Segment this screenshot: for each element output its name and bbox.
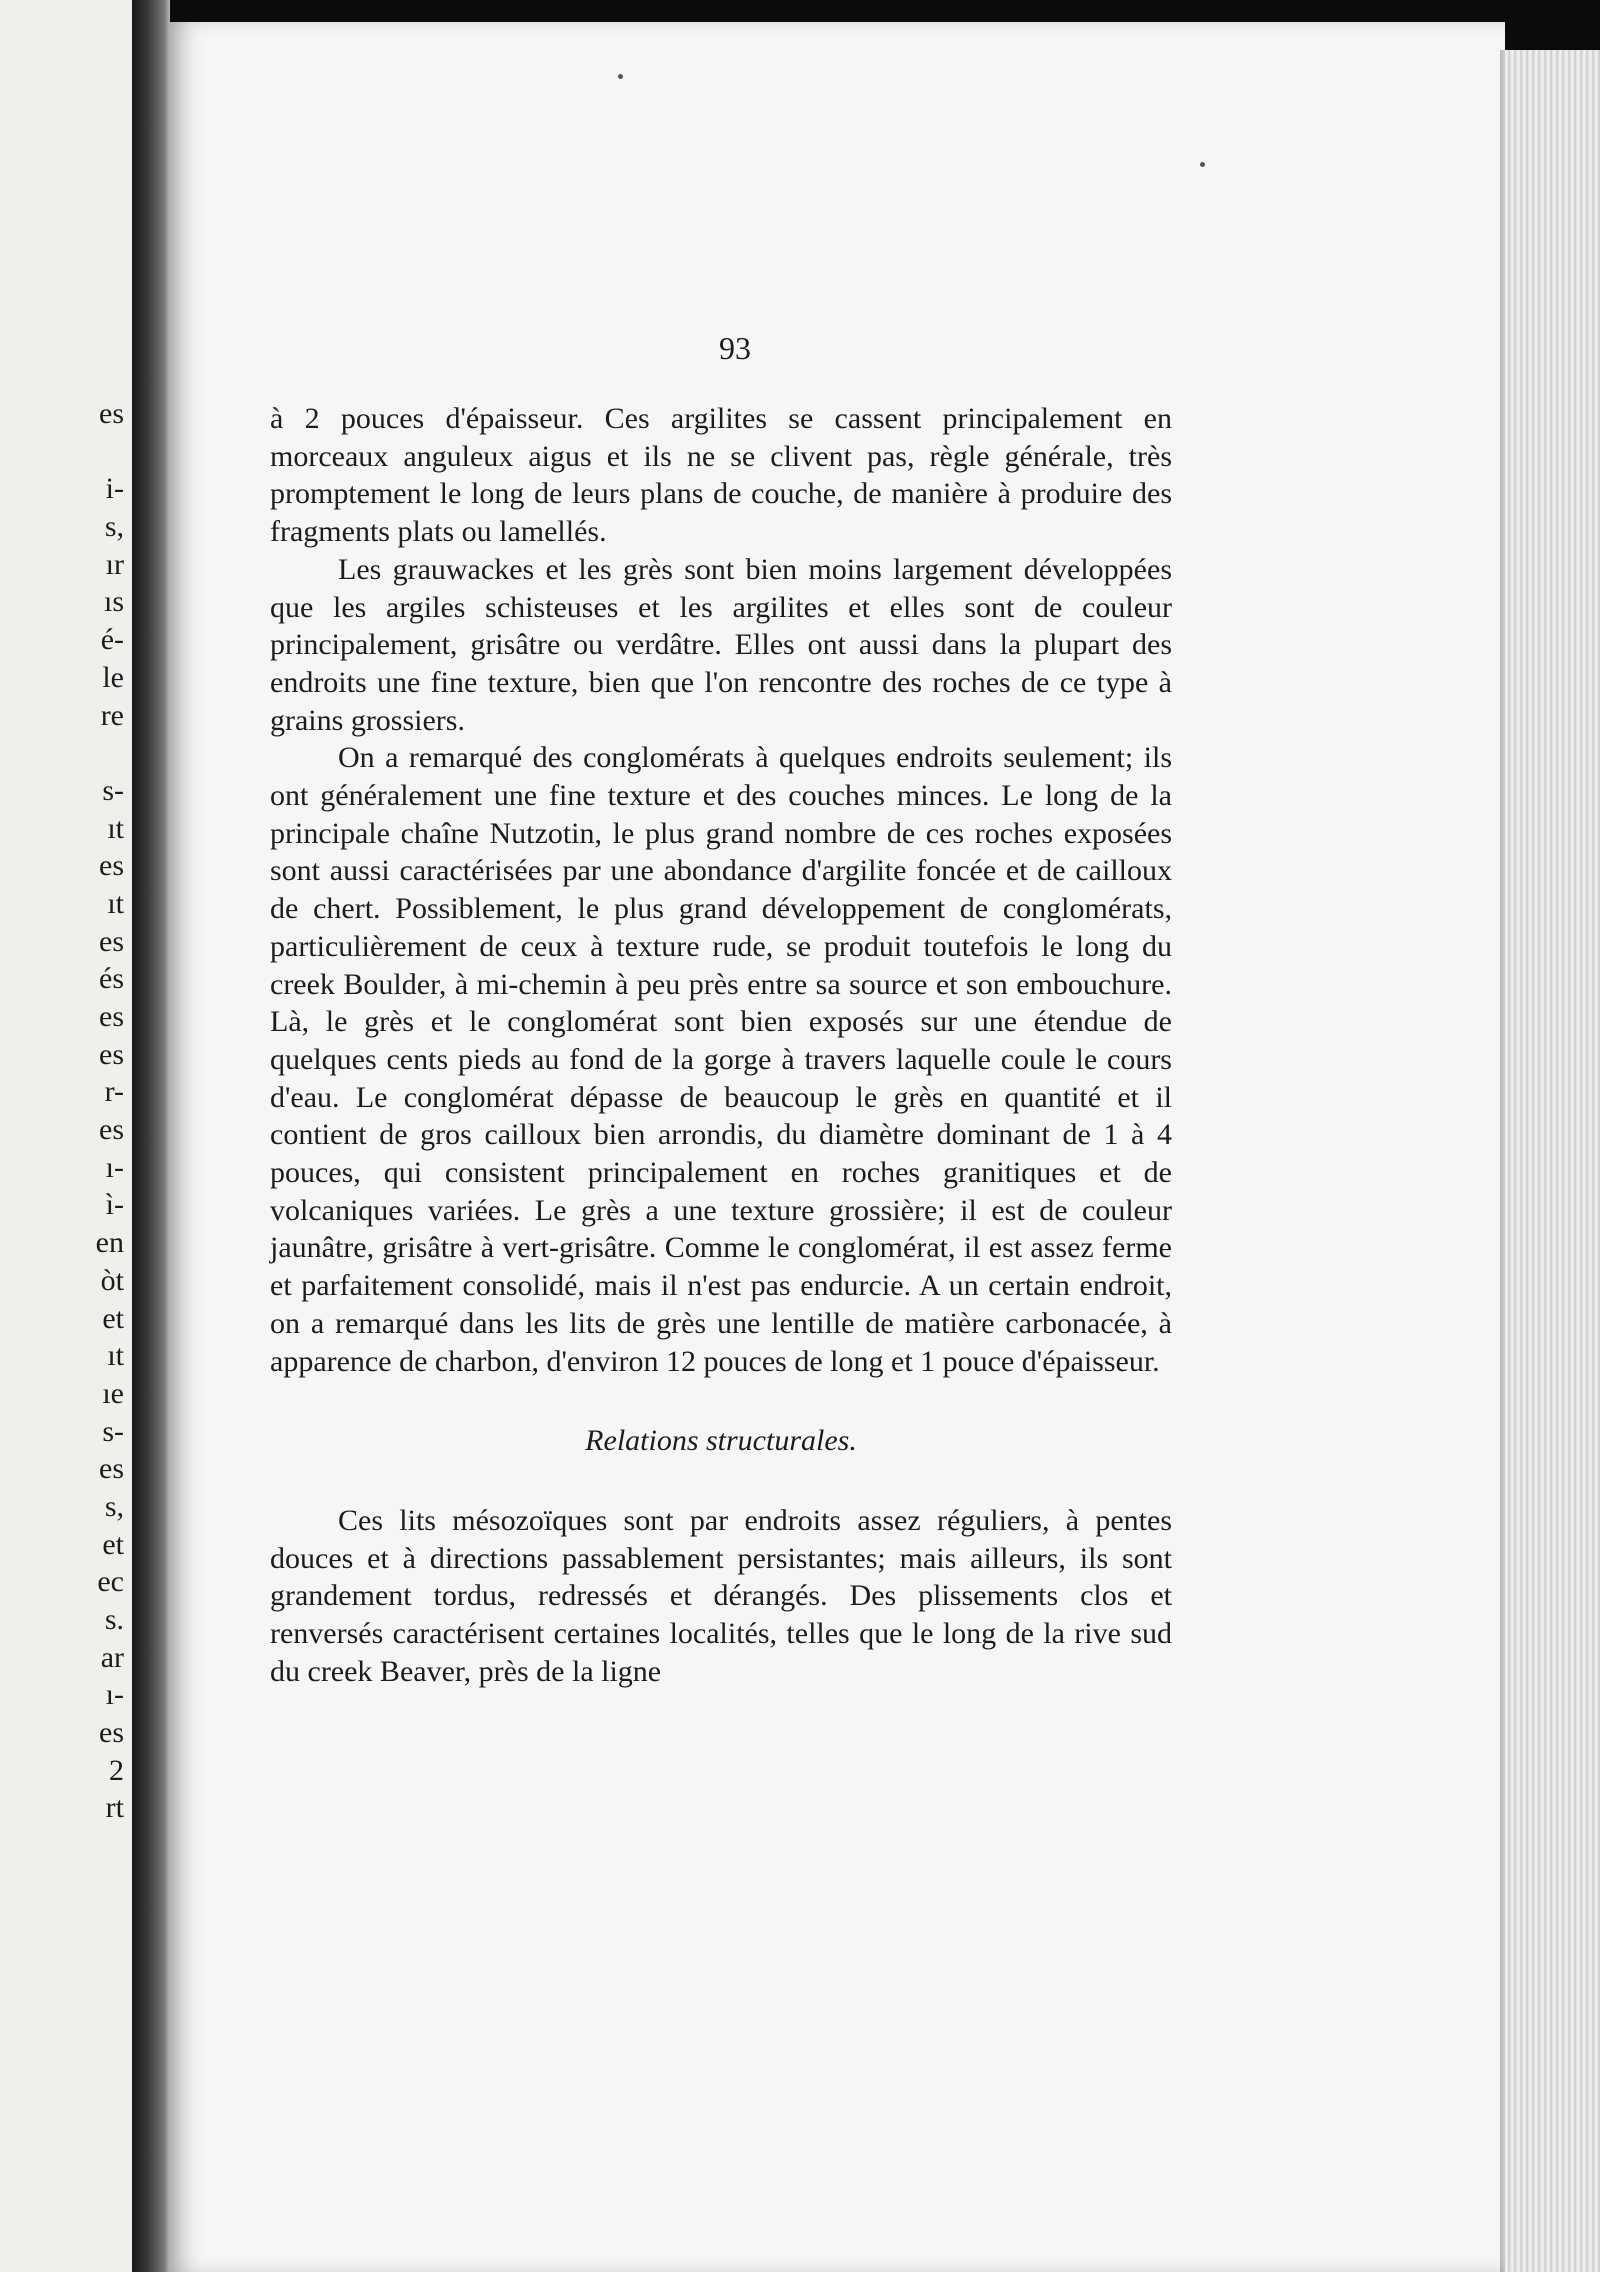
facing-page-line-fragment: ıt — [107, 1339, 124, 1373]
paragraph: Les grauwackes et les grès sont bien moins largement développées que les argiles schisteuses et les argilites et elles sont de couleur principalement, grisâtre ou verdâtre. Elles ont aussi dans la plupart des endroits une fine texture, bien que l'on rencontre des roches de ce type à grains grossiers. — [270, 552, 1172, 737]
facing-page-line-fragment: re — [100, 698, 124, 732]
facing-page-line-fragment: s. — [104, 1603, 124, 1636]
facing-page-line-fragment: s- — [102, 773, 124, 807]
facing-page-line-fragment: òt — [100, 1263, 124, 1297]
paragraph: à 2 pouces d'épaisseur. Ces argilites se cassent principalement en morceaux anguleux aigus et ils ne se clivent pas, règle générale, très promptement le long de leurs plans de couche, de manière à produire des fragments plats ou lamellés. — [270, 402, 1172, 549]
facing-page-line-fragment: 2 — [109, 1753, 124, 1787]
page-stack-edges — [1505, 50, 1600, 2272]
facing-page-line-fragment: et — [102, 1527, 124, 1561]
facing-page-line-fragment: es — [99, 1716, 124, 1750]
facing-page-line-fragment: s, — [104, 1489, 124, 1523]
facing-page-line-fragment: es — [99, 1000, 124, 1033]
facing-page-line-fragment: et — [102, 1301, 124, 1335]
facing-page-line-fragment: ı- — [105, 1678, 124, 1712]
facing-page-line-fragment: i- — [105, 472, 124, 506]
facing-page-line-fragment: r- — [104, 1075, 124, 1109]
facing-page-line-fragment: es — [99, 1037, 124, 1071]
facing-page-line-fragment — [64, 433, 124, 471]
facing-page-line-fragment: s- — [102, 1414, 124, 1448]
facing-page-line-fragment: rt — [105, 1791, 124, 1825]
facing-page-line-fragment: ì- — [105, 1188, 124, 1222]
facing-page-line-fragment: es — [99, 924, 124, 958]
facing-page-line-fragment: é- — [100, 623, 124, 657]
facing-page-line-fragment: en — [95, 1226, 124, 1260]
facing-page-line-fragment: ır — [105, 547, 124, 581]
facing-page-line-fragment: ıs — [103, 585, 124, 619]
facing-page-line-fragment: ıe — [102, 1376, 124, 1410]
facing-page-line-fragment: es — [99, 1113, 124, 1147]
facing-page-line-fragment: es — [99, 1452, 124, 1486]
facing-page-text-fragments — [64, 0, 124, 1827]
paragraph: Ces lits mésozoïques sont par endroits assez réguliers, à pentes douces et à directions passablement persistantes; mais ailleurs, ils sont grandement tordus, redressés et dérangés. Des plissements clos et renversés caractérisent certaines localités, telles que le long de la rive sud du creek Beaver, près de la ligne — [270, 1503, 1172, 1688]
facing-page-line-fragment: es — [99, 397, 124, 430]
facing-page-line-fragment: ıt — [107, 886, 124, 920]
facing-page-line-fragment — [64, 734, 124, 772]
page-number: 93 — [719, 330, 751, 366]
facing-page-line-fragment: le — [102, 660, 124, 694]
facing-page-line-fragment: ec — [97, 1565, 124, 1599]
page-body — [270, 400, 1172, 1691]
facing-page-line-fragment: ıt — [107, 811, 124, 845]
facing-page-line-fragment: és — [99, 962, 124, 996]
paragraph: On a remarqué des conglomérats à quelques endroits seulement; ils ont généralement une fine texture et des couches minces. Le long de la principale chaîne Nutzotin, le plus grand nombre de ces roches exposées sont aussi caractérisées par une abondance d'argilite foncée et de cailloux de chert. Possiblement, le plus grand développement de conglomérats, particulièrement de ceux à texture rude, se produit toutefois le long du creek Boulder, à mi-chemin à peu près entre sa source et son embouchure. Là, le grès et le conglomérat sont bien exposés sur une étendue de quelques cents pieds au fond de la gorge à travers laquelle coule le cours d'eau. Le conglomérat dépasse de beaucoup le grès en quantité et il contient de gros cailloux bien arrondis, du diamètre dominant de 1 à 4 pouces, qui consistent principalement en roches granitiques et de volcaniques variées. Le grès a une texture grossière; il est de couleur jaunâtre, grisâtre à vert-grisâtre. Comme le conglomérat, il est assez ferme et parfaitement consolidé, mais il n'est pas endurcie. A un certain endroit, on a remarqué dans les lits de grès une lentille de matière carbonacée, à apparence de charbon, d'environ 12 pouces de long et 1 pouce d'épaisseur. — [270, 741, 1172, 1378]
facing-page-line-fragment: s, — [104, 510, 124, 544]
facing-page-line-fragment: ı- — [105, 1150, 124, 1184]
facing-page-line-fragment: ar — [100, 1640, 124, 1674]
section-heading: Relations structurales. — [585, 1424, 857, 1458]
paper-speck — [618, 74, 623, 79]
facing-page-line-fragment: es — [99, 849, 124, 883]
paper-speck — [1200, 162, 1205, 167]
